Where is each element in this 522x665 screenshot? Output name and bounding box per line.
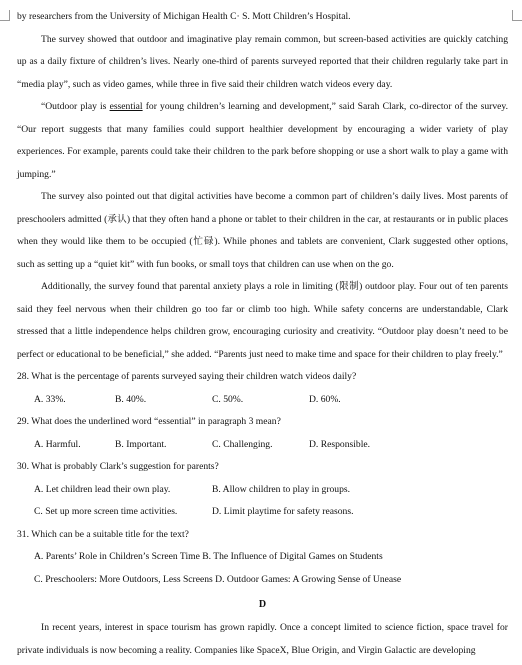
question-31-options-c-d: C. Preschoolers: More Outdoors, Less Screens D. Outdoor Games: A Growing Sense of Unease (34, 573, 402, 585)
question-31-stem: 31. Which can be a suitable title for the text? (17, 528, 189, 540)
paragraph-3-start: “Outdoor play is (41, 101, 110, 112)
question-28-option-a: A. 33%. (34, 393, 66, 405)
question-29-option-a: A. Harmful. (34, 438, 81, 450)
question-28-stem: 28. What is the percentage of parents surveyed saying their children watch videos daily? (17, 371, 357, 382)
question-30-stem: 30. What is probably Clark’s suggestion for parents? (17, 461, 219, 472)
crop-mark-top-right (512, 10, 522, 21)
question-28-option-c: C. 50%. (212, 393, 244, 405)
question-29-option-d: D. Responsible. (309, 438, 371, 450)
passage-c-paragraph-2: The survey showed that outdoor and imaginative play remain common, but screen-based activities are quickly catching up as a daily fixture of children’s lives. Nearly one-third of parents surveyed reported that their children regularly take part in “media play”, such as video games, while three in five said their children watch videos every day. (17, 33, 508, 90)
question-31-options-row-1 (17, 546, 508, 569)
question-30-option-b: B. Allow children to play in groups. (212, 483, 351, 495)
question-29-option-b: B. Important. (115, 438, 167, 450)
question-30-options-row-1 (17, 479, 508, 502)
crop-mark-top-left (0, 10, 10, 21)
underlined-word-essential: essential (109, 101, 143, 112)
passage-c-continuation: by researchers from the University of Michigan Health C· S. Mott Children’s Hospital. (17, 11, 351, 22)
passage-d-paragraph-1: In recent years, interest in space tourism has grown rapidly. Once a concept limited to science fiction, space travel for private individuals is now becoming a reality. Companies like SpaceX, Blue Origin, and Virgin Galactic are developing (17, 622, 508, 656)
question-28-option-d: D. 60%. (309, 393, 341, 405)
question-30-option-d: D. Limit playtime for safety reasons. (212, 506, 354, 517)
paragraph-3-rest: for young children’s learning and development,” said Sarah Clark, co-director of the survey. “Our report suggests that many families could support healthier development by encouraging a wider variety of play experiences. For example, parents could take their children to the park before shopping or use a short walk to play a game with jumping.” (17, 101, 508, 180)
passage-c-paragraph-5: Additionally, the survey found that parental anxiety plays a role in limiting (限制) outdoor play. Four out of ten parents said they feel nervous when their children go too far or climb too high. While safety concerns are understandable, Clark stressed that a little independence helps children grow, encouraging curiosity and creativity. “Outdoor play doesn’t need to be perfect or educational to be beneficial,” she added. “Parents just need to make time and space for their children to play freely.” (17, 281, 508, 360)
section-d-heading: D (258, 599, 267, 610)
question-30-option-c: C. Set up more screen time activities. (34, 506, 178, 517)
question-29-stem: 29. What does the underlined word “essential” in paragraph 3 mean? (17, 416, 281, 427)
passage-c-paragraph-4: The survey also pointed out that digital activities have become a common part of children’s daily lives. Most parents of preschoolers admitted (承认) that they often hand a phone or tablet to their children in the car, at restaurants or in public places when they would like them to be occupied (忙碌). While phones and tablets are convenient, Clark suggested other options, such as setting up a “quiet kit” with fun books, or small toys that children can use when on the go. (17, 191, 508, 270)
question-29-options (17, 434, 508, 457)
question-30-options-row-2 (17, 501, 508, 524)
question-29-option-c: C. Challenging. (212, 438, 273, 450)
question-31-options-row-2 (17, 569, 508, 592)
question-30-option-a: A. Let children lead their own play. (34, 483, 171, 495)
question-28-option-b: B. 40%. (115, 393, 147, 405)
question-31-options-a-b: A. Parents’ Role in Children’s Screen Time B. The Influence of Digital Games on Students (34, 551, 383, 562)
question-28-options (17, 389, 508, 412)
exam-page (17, 6, 508, 662)
passage-c-paragraph-3 (17, 96, 508, 186)
